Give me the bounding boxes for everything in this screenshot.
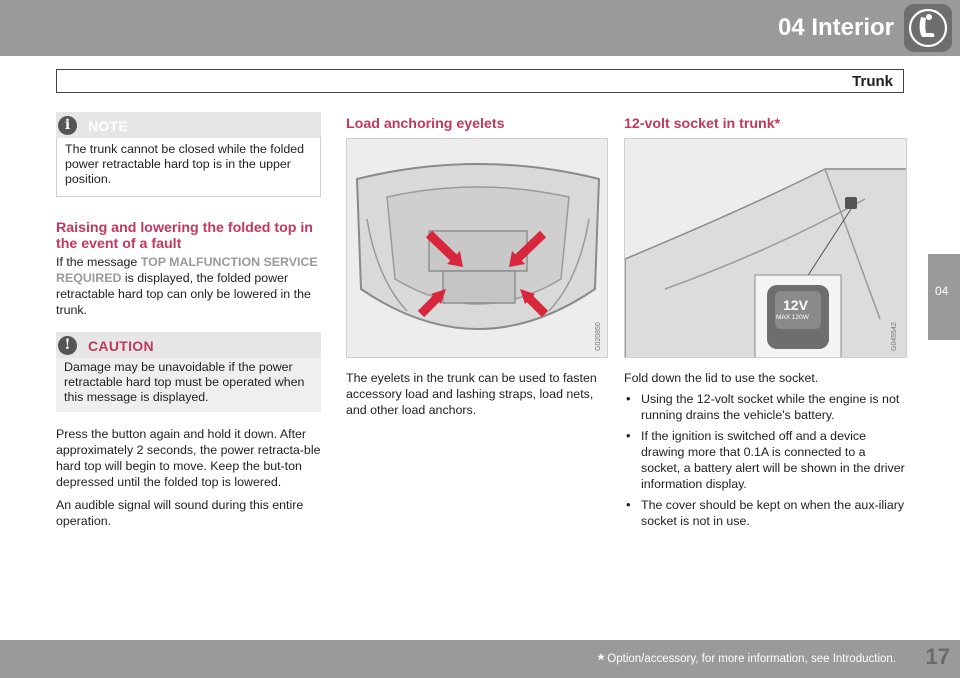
socket-max-label: MAX 120W <box>776 314 809 321</box>
eyelets-heading: Load anchoring eyelets <box>346 116 505 132</box>
section-title: Trunk <box>852 73 893 90</box>
footer-note: * Option/accessory, for more information, see Introduction. <box>597 652 896 669</box>
note-label: NOTE <box>88 118 129 134</box>
list-item: • If the ignition is switched off and a device drawing more that 0.1A is connected to a socket, a battery alert will be shown in the driver information display. <box>624 428 907 492</box>
trunk-eyelets-figure <box>346 138 608 358</box>
caution-box <box>56 358 321 412</box>
note-box <box>56 138 321 197</box>
info-icon: i <box>58 116 77 135</box>
socket-bullet-list <box>624 391 907 529</box>
column-middle <box>346 112 608 418</box>
page-number: 17 <box>925 644 950 669</box>
socket-intro: Fold down the lid to use the socket. <box>624 371 819 385</box>
trunk-illustration <box>347 139 608 358</box>
socket-figure <box>624 138 907 358</box>
fault-paragraph: If the message TOP MALFUNCTION SERVICE REQUIRED is displayed, the folded power retractable hard top can only be lowered in the trunk. <box>56 255 318 317</box>
fault-heading: Raising and lowering the folded top in the event of a fault <box>56 220 313 252</box>
caution-header <box>56 332 321 358</box>
eyelets-text: The eyelets in the trunk can be used to fasten accessory load and lashing straps, load nets, and other load anchors. <box>346 371 597 417</box>
side-tab-label: 04 <box>935 284 949 298</box>
caution-container <box>56 332 321 412</box>
operation-paragraph: Press the button again and hold it down. After approximately 2 seconds, the power retracta-ble hard top will begin to move. Keep the but-ton depressed until the folded top is lowered. <box>56 427 321 489</box>
figure-code: G020850 <box>595 322 602 351</box>
caution-text: Damage may be unavoidable if the power retractable hard top must be operated when this message is displayed. <box>64 360 305 404</box>
socket-illustration <box>625 139 907 358</box>
seat-icon <box>904 4 952 52</box>
caution-label: CAUTION <box>88 338 154 354</box>
socket-label: 12V <box>783 297 808 313</box>
list-item: • The cover should be kept on when the aux-iliary socket is not in use. <box>624 497 907 529</box>
warning-icon: ! <box>58 336 77 355</box>
signal-paragraph: An audible signal will sound during this entire operation. <box>56 498 304 528</box>
chapter-title: 04 Interior <box>777 14 894 41</box>
note-header <box>56 112 321 138</box>
section-bar <box>56 69 904 93</box>
figure-code: G045542 <box>891 322 898 351</box>
column-right <box>624 112 907 529</box>
column-left <box>56 112 321 529</box>
list-item: • Using the 12-volt socket while the engine is not running drains the vehicle's battery. <box>624 391 907 423</box>
note-text: The trunk cannot be closed while the folded power retractable hard top is in the upper position. <box>65 142 305 186</box>
chapter-side-tab <box>928 254 960 340</box>
error-message: TOP MALFUNCTION SERVICE REQUIRED <box>56 255 318 285</box>
socket-heading: 12-volt socket in trunk* <box>624 116 781 132</box>
